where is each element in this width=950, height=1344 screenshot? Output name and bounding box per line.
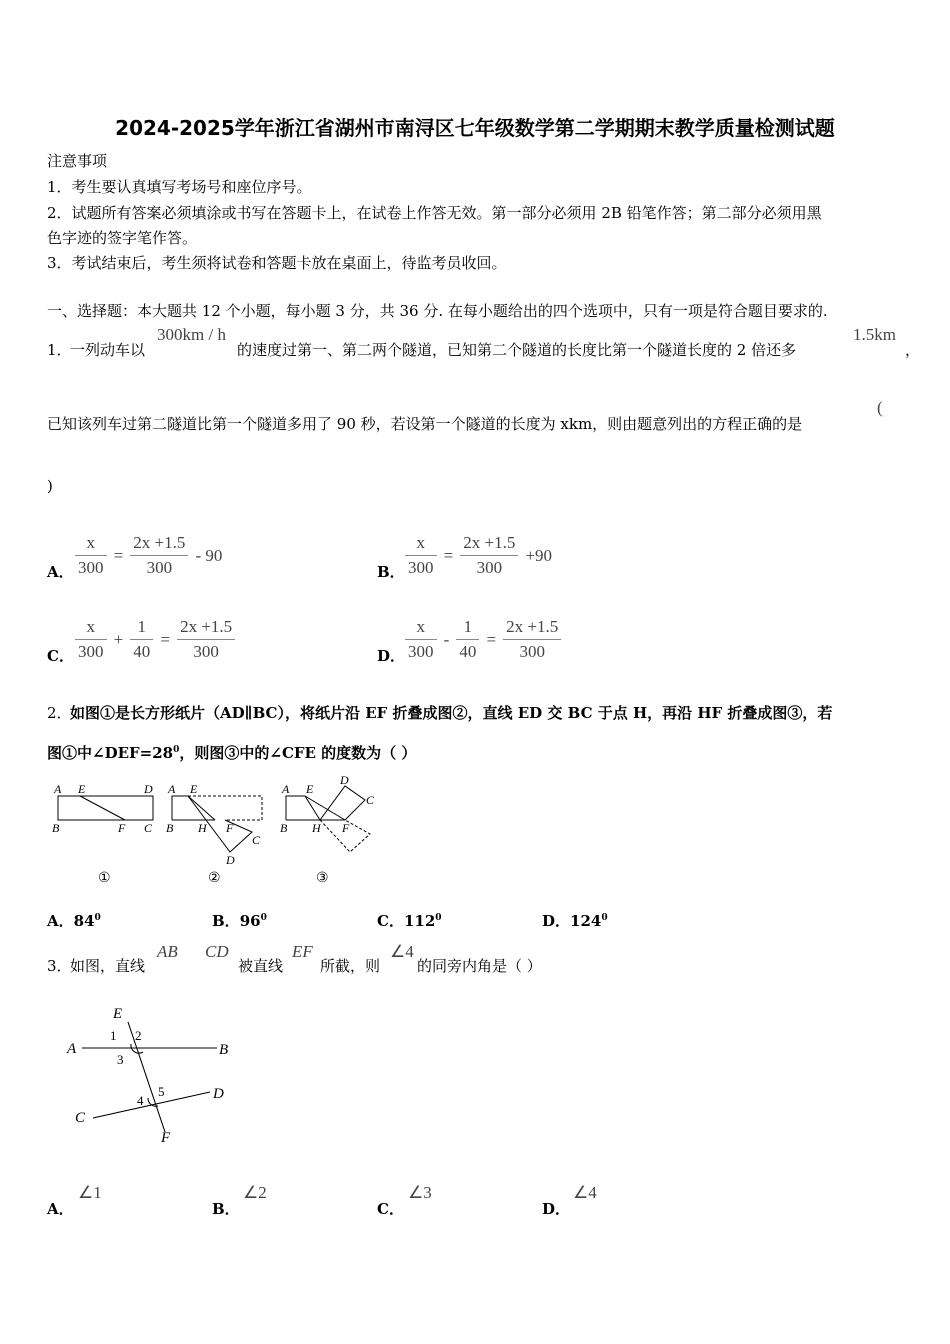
q2-text-line2 bbox=[47, 740, 416, 763]
line-ef bbox=[128, 1022, 165, 1132]
fig-label-3: ③ bbox=[316, 871, 329, 886]
q1-option-b-equation[interactable] bbox=[405, 533, 554, 578]
denominator: 40 bbox=[133, 642, 151, 661]
operator: = bbox=[486, 629, 497, 649]
notice-item-1: 1．考生要认真填写考场号和座位序号。 bbox=[47, 178, 312, 196]
q2-option-a[interactable] bbox=[47, 908, 101, 931]
option-value: 124 bbox=[570, 912, 602, 930]
q1-option-a-label[interactable]: A． bbox=[47, 563, 74, 581]
q1-text-line2: 已知该列车过第二隧道比第一个隧道多用了 90 秒，若设第一个隧道的长度为 xkm，则由题意列出的方程正确的是 bbox=[47, 415, 803, 433]
fraction bbox=[130, 617, 153, 662]
q3-option-a-label[interactable]: A． bbox=[47, 1200, 74, 1218]
denominator: 300 bbox=[193, 642, 219, 661]
fig3-point-b: B bbox=[280, 821, 288, 835]
fig2-point-e: E bbox=[190, 782, 198, 796]
fig1-rectangle bbox=[58, 796, 153, 820]
fig2-point-h: H bbox=[198, 821, 207, 835]
operator: - bbox=[443, 629, 450, 649]
numerator: x bbox=[75, 617, 107, 640]
q1-option-b-label[interactable]: B． bbox=[377, 563, 405, 581]
option-value: 112 bbox=[403, 912, 436, 930]
q3-option-c-value[interactable]: ∠3 bbox=[408, 1183, 432, 1202]
q3-option-b-value[interactable]: ∠2 bbox=[243, 1183, 267, 1202]
operator: = bbox=[160, 629, 170, 649]
q2-option-d[interactable] bbox=[542, 908, 608, 931]
q1-extra-length: 1.5km bbox=[853, 325, 896, 344]
fraction bbox=[456, 617, 479, 662]
q3-text-part3: 所截，则 bbox=[320, 957, 381, 975]
numerator: 2x +1.5 bbox=[177, 617, 235, 640]
denominator: 300 bbox=[146, 558, 173, 577]
q1-option-c-equation[interactable] bbox=[75, 617, 235, 662]
fig2-point-d: D bbox=[226, 853, 235, 867]
q1-comma: ， bbox=[905, 341, 921, 359]
option-value: 84 bbox=[73, 912, 95, 930]
fig2-point-b: B bbox=[166, 821, 174, 835]
fig3-point-a: A bbox=[282, 782, 290, 796]
numerator: x bbox=[405, 617, 437, 640]
fig3-point-h: H bbox=[312, 821, 321, 835]
option-label: C． bbox=[377, 912, 404, 930]
fig2-point-a: A bbox=[168, 782, 176, 796]
q3-text-part1: 如图，直线 bbox=[70, 957, 146, 975]
q2-text-line1: 如图①是长方形纸片（AD∥BC），将纸片沿 EF 折叠成图②，直线 ED 交 BC 于点 H，再沿 HF 折叠成图③，若 bbox=[70, 704, 833, 722]
fraction bbox=[75, 617, 107, 662]
q2-folding-figures bbox=[40, 772, 400, 892]
denominator: 300 bbox=[476, 558, 503, 577]
q2-option-c[interactable] bbox=[377, 908, 442, 931]
denominator: 40 bbox=[459, 642, 477, 661]
option-value: 96 bbox=[239, 912, 261, 930]
fig1-point-f: F bbox=[118, 821, 126, 835]
notice-heading: 注意事项 bbox=[47, 152, 108, 170]
q1-paren-open: ( bbox=[877, 398, 883, 417]
fig3-point-d: D bbox=[340, 773, 349, 787]
denominator: 300 bbox=[408, 642, 434, 661]
fig2-outline bbox=[172, 796, 188, 820]
numerator: 1 bbox=[456, 617, 479, 640]
fraction bbox=[177, 617, 235, 662]
fig3-folded-flap bbox=[305, 786, 365, 820]
numerator: 2x +1.5 bbox=[130, 533, 188, 556]
denominator: 300 bbox=[78, 558, 104, 577]
numerator: 2x +1.5 bbox=[460, 533, 518, 556]
fig1-point-c: C bbox=[144, 821, 153, 835]
point-d: D bbox=[213, 1086, 224, 1102]
option-label: B． bbox=[212, 912, 240, 930]
q3-line-cd: CD bbox=[205, 942, 229, 961]
fig2-dashed-original bbox=[188, 796, 262, 820]
fig3-point-c: C bbox=[366, 793, 375, 807]
tail-term: +90 bbox=[525, 545, 553, 565]
option-label: A． bbox=[47, 912, 74, 930]
q1-text-part1: 一列动车以 bbox=[70, 341, 146, 359]
fig1-point-a: A bbox=[54, 782, 62, 796]
fig3-point-e: E bbox=[306, 782, 314, 796]
fig1-point-e: E bbox=[78, 782, 86, 796]
option-label: D． bbox=[542, 912, 571, 930]
fraction bbox=[405, 617, 437, 662]
q3-option-d-value[interactable]: ∠4 bbox=[573, 1183, 597, 1202]
notice-item-3: 3．考试结束后，考生须将试卷和答题卡放在桌面上，待监考员收回。 bbox=[47, 254, 507, 272]
q3-option-c-label[interactable]: C． bbox=[377, 1200, 404, 1218]
q3-text-part2: 被直线 bbox=[238, 957, 284, 975]
q1-option-a-equation[interactable] bbox=[75, 533, 224, 578]
fig-label-1: ① bbox=[98, 871, 111, 886]
angle-label-2: 2 bbox=[135, 1028, 142, 1043]
point-c: C bbox=[75, 1110, 86, 1126]
operator: + bbox=[113, 629, 124, 649]
q1-text-part2: 的速度过第一、第二两个隧道，已知第二个隧道的长度比第一个隧道长度的 2 倍还多 bbox=[237, 341, 797, 359]
q3-line-ab: AB bbox=[157, 942, 178, 961]
fig1-point-d: D bbox=[144, 782, 153, 796]
notice-item-2: 2．试题所有答案必须填涂或书写在答题卡上，在试卷上作答无效。第一部分必须用 2B 铅笔作答；第二部分必须用黑 bbox=[47, 204, 822, 222]
degree-mark: 0 bbox=[260, 913, 267, 923]
notice-item-2-cont: 色字迹的签字笔作答。 bbox=[47, 229, 198, 247]
fraction bbox=[130, 533, 188, 578]
numerator: 1 bbox=[130, 617, 153, 640]
page-title: 2024-2025学年浙江省湖州市南浔区七年级数学第二学期期末教学质量检测试题 bbox=[115, 116, 835, 140]
section-heading: 一、选择题：本大题共 12 个小题，每小题 3 分，共 36 分. 在每小题给出的四个选项中，只有一项是符合题目要求的. bbox=[47, 302, 828, 320]
degree-mark: 0 bbox=[94, 913, 101, 923]
fig3-fold-line bbox=[305, 796, 345, 820]
q3-option-d-label[interactable]: D． bbox=[542, 1200, 571, 1218]
angle-label-1: 1 bbox=[110, 1028, 117, 1043]
q2-option-b[interactable] bbox=[212, 908, 267, 931]
fig-label-2: ② bbox=[208, 871, 221, 886]
degree-mark: 0 bbox=[601, 913, 608, 923]
fig1-point-b: B bbox=[52, 821, 60, 835]
degree-mark: 0 bbox=[435, 913, 442, 923]
q3-text-part4: 的同旁内角是（ ） bbox=[417, 957, 542, 975]
fig2-fold-line bbox=[188, 796, 215, 820]
fraction bbox=[75, 533, 107, 578]
point-a: A bbox=[67, 1041, 77, 1057]
q1-option-d-label[interactable]: D． bbox=[377, 647, 406, 665]
fig3-point-f: F bbox=[342, 821, 350, 835]
q3-option-a-value[interactable]: ∠1 bbox=[78, 1183, 102, 1202]
q3-transversal-figure bbox=[55, 1000, 245, 1150]
fraction bbox=[460, 533, 518, 578]
numerator: x bbox=[75, 533, 107, 556]
q3-angle-4: ∠4 bbox=[390, 942, 414, 961]
numerator: 2x +1.5 bbox=[503, 617, 561, 640]
denominator: 300 bbox=[408, 558, 434, 577]
point-b: B bbox=[219, 1042, 229, 1058]
q2-line2-end: ，则图③中的∠CFE 的度数为（ ） bbox=[179, 744, 417, 762]
q1-option-d-equation[interactable] bbox=[405, 617, 561, 662]
angle-label-4: 4 bbox=[137, 1093, 144, 1108]
denominator: 300 bbox=[519, 642, 545, 661]
fraction bbox=[405, 533, 437, 578]
q3-option-b-label[interactable]: B． bbox=[212, 1200, 240, 1218]
q1-paren-close: ) bbox=[47, 477, 53, 495]
q3-number: 3． bbox=[47, 957, 72, 975]
q1-option-c-label[interactable]: C． bbox=[47, 647, 74, 665]
q2-number: 2． bbox=[47, 704, 72, 722]
point-f: F bbox=[161, 1130, 171, 1146]
q3-line-ef: EF bbox=[292, 942, 313, 961]
angle-label-5: 5 bbox=[158, 1084, 165, 1099]
fig3-outline bbox=[286, 796, 305, 820]
fraction bbox=[503, 617, 561, 662]
tail-term: - 90 bbox=[195, 545, 223, 565]
numerator: x bbox=[405, 533, 437, 556]
fig2-point-c: C bbox=[252, 833, 261, 847]
point-e: E bbox=[113, 1006, 123, 1022]
degree-mark: 0 bbox=[173, 745, 180, 755]
q2-line2-main: 图①中∠DEF=28 bbox=[47, 744, 174, 762]
q1-number: 1． bbox=[47, 341, 72, 359]
fig2-point-f: F bbox=[226, 821, 234, 835]
angle-label-3: 3 bbox=[117, 1052, 124, 1067]
operator: = bbox=[113, 545, 124, 565]
operator: = bbox=[443, 545, 454, 565]
denominator: 300 bbox=[78, 642, 104, 661]
fig1-fold-line bbox=[80, 796, 125, 820]
q1-speed-formula: 300km / h bbox=[157, 325, 226, 344]
